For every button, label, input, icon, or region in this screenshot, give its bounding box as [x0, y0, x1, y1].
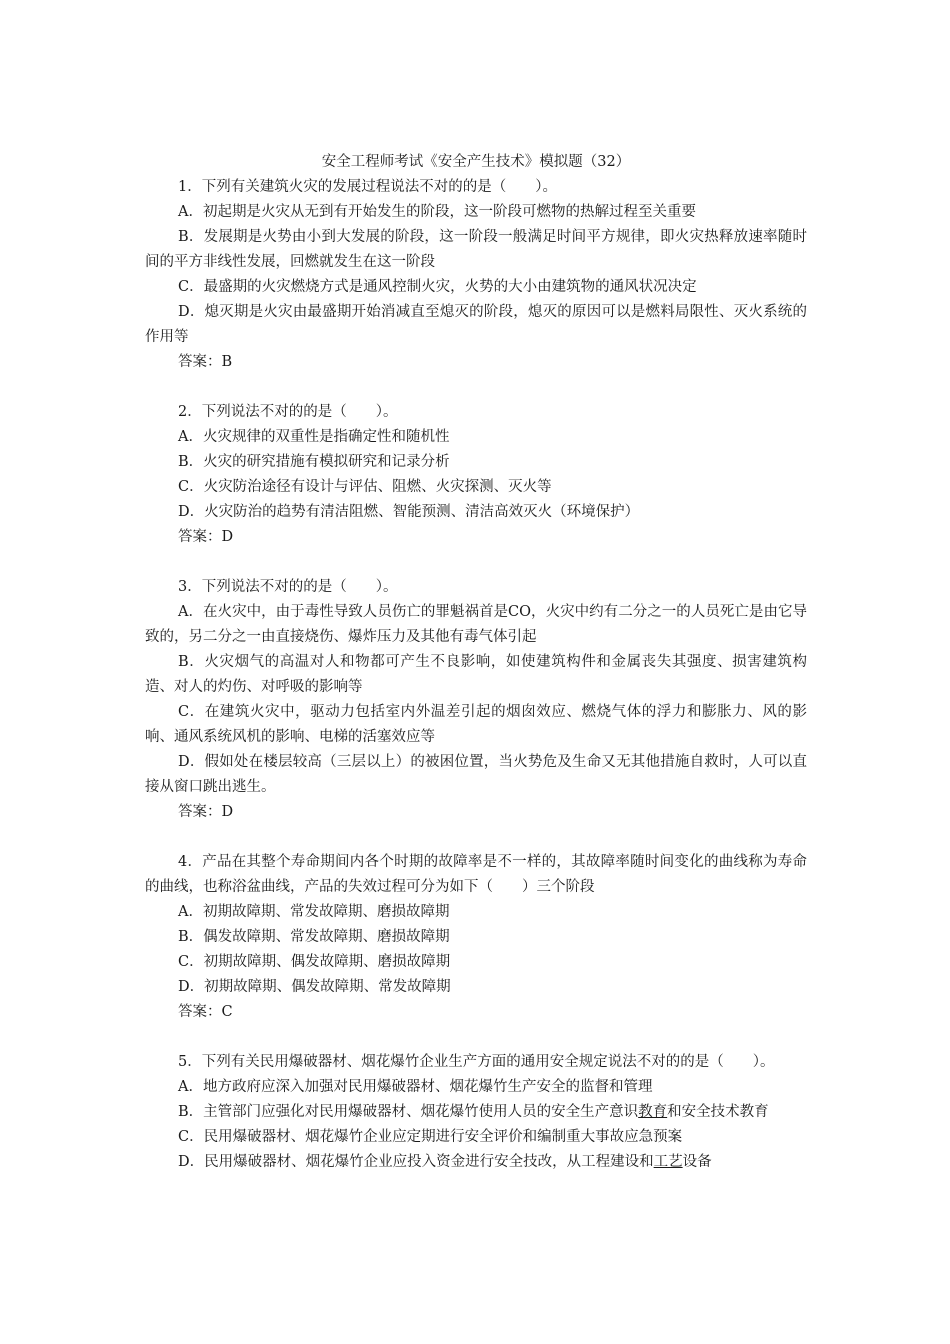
- option-b: B．偶发故障期、常发故障期、磨损故障期: [178, 929, 450, 945]
- option-b: B．火灾烟气的高温对人和物都可产生不良影响，如使建筑构件和金属丧失其强度、损害建筑构造、对人的灼伤、对呼吸的影响等: [145, 654, 807, 695]
- spacer: [145, 1025, 807, 1050]
- question-1: [145, 175, 807, 375]
- option-d: D．初期故障期、偶发故障期、常发故障期: [178, 979, 451, 995]
- option-c: C．民用爆破器材、烟花爆竹企业应定期进行安全评价和编制重大事故应急预案: [178, 1129, 683, 1145]
- question-stem: 1．下列有关建筑火灾的发展过程说法不对的的是（ ）。: [178, 179, 557, 195]
- option-c: C．在建筑火灾中，驱动力包括室内外温差引起的烟囱效应、燃烧气体的浮力和膨胀力、风的影响、通风系统风机的影响、电梯的活塞效应等: [145, 704, 807, 745]
- spacer: [145, 375, 807, 400]
- answer: 答案：B: [178, 354, 233, 370]
- question-2: [145, 400, 807, 550]
- answer: 答案：C: [178, 1004, 233, 1020]
- question-4: [145, 850, 807, 1025]
- spacer: [145, 550, 807, 575]
- spacer: [145, 825, 807, 850]
- option-a: A．地方政府应深入加强对民用爆破器材、烟花爆竹生产安全的监督和管理: [178, 1079, 653, 1095]
- option-d: D．火灾防治的趋势有清洁阻燃、智能预测、清洁高效灭火（环境保护）: [178, 504, 640, 520]
- option-d: [145, 1150, 807, 1175]
- answer: 答案：D: [178, 529, 234, 545]
- option-d: D．假如处在楼层较高（三层以上）的被困位置，当火势危及生命又无其他措施自救时，人可以直接从窗口跳出逃生。: [145, 754, 807, 795]
- question-stem: 5．下列有关民用爆破器材、烟花爆竹企业生产方面的通用安全规定说法不对的的是（ ）。: [178, 1054, 775, 1070]
- option-c: C．初期故障期、偶发故障期、磨损故障期: [178, 954, 451, 970]
- option-b-text-end: 和安全技术教育: [667, 1104, 769, 1120]
- question-stem: 3．下列说法不对的的是（ ）。: [178, 579, 398, 595]
- option-b: B．发展期是火势由小到大发展的阶段，这一阶段一般满足时间平方规律，即火灾热释放速率随时间的平方非线性发展，回燃就发生在这一阶段: [145, 229, 807, 270]
- option-d: D．熄灭期是火灾由最盛期开始消减直至熄灭的阶段，熄灭的原因可以是燃料局限性、灭火系统的作用等: [145, 304, 807, 345]
- option-d-text-end: 设备: [682, 1154, 712, 1170]
- option-c: C．最盛期的火灾燃烧方式是通风控制火灾，火势的大小由建筑物的通风状况决定: [178, 279, 697, 295]
- option-a: A．初起期是火灾从无到有开始发生的阶段，这一阶段可燃物的热解过程至关重要: [178, 204, 696, 220]
- option-a: A．在火灾中，由于毒性导致人员伤亡的罪魁祸首是CO，火灾中约有二分之一的人员死亡是由它导致的，另二分之一由直接烧伤、爆炸压力及其他有毒气体引起: [145, 604, 807, 645]
- question-stem: 2．下列说法不对的的是（ ）。: [178, 404, 398, 420]
- option-a: A．初期故障期、常发故障期、磨损故障期: [178, 904, 450, 920]
- question-5: [145, 1050, 807, 1175]
- option-b: [145, 1100, 807, 1125]
- option-b: B．火灾的研究措施有模拟研究和记录分析: [178, 454, 450, 470]
- answer: 答案：D: [178, 804, 234, 820]
- option-b-text: B．主管部门应强化对民用爆破器材、烟花爆竹使用人员的安全生产意识: [178, 1104, 639, 1120]
- education-link[interactable]: 教育: [638, 1104, 668, 1120]
- process-link[interactable]: 工艺: [653, 1154, 683, 1170]
- question-3: [145, 575, 807, 825]
- question-stem: 4．产品在其整个寿命期间内各个时期的故障率是不一样的，其故障率随时间变化的曲线称为寿命的曲线，也称浴盆曲线，产品的失效过程可分为如下（ ）三个阶段: [145, 854, 807, 895]
- option-a: A．火灾规律的双重性是指确定性和随机性: [178, 429, 450, 445]
- option-d-text: D．民用爆破器材、烟花爆竹企业应投入资金进行安全技改，从工程建设和: [178, 1154, 654, 1170]
- document-body: [145, 150, 807, 1175]
- option-c: C．火灾防治途径有设计与评估、阻燃、火灾探测、灭火等: [178, 479, 552, 495]
- document-title: 安全工程师考试《安全产生技术》模拟题（32）: [321, 154, 631, 170]
